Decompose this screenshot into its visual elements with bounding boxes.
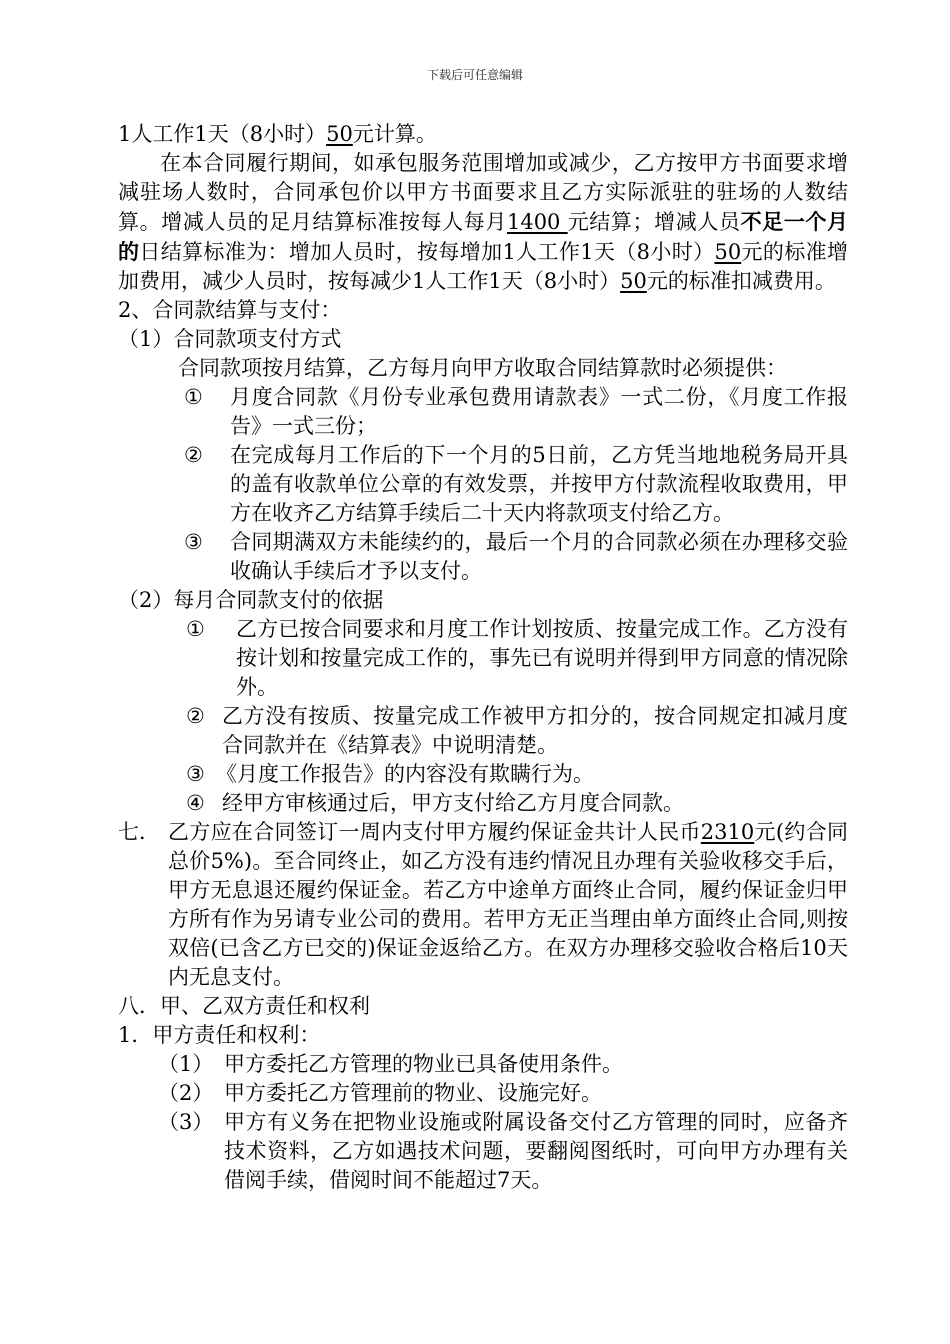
- list-item-text: 甲方委托乙方管理前的物业、设施完好。: [224, 1081, 602, 1105]
- section-number: 七．: [118, 820, 160, 844]
- section-2-title: 2、合同款结算与支付：: [118, 298, 342, 322]
- text-segment: 元计算。: [352, 122, 437, 146]
- document-body: [118, 120, 848, 1195]
- list-item: [186, 615, 848, 702]
- list-marker: （3）: [158, 1110, 214, 1134]
- list-marker: ④: [186, 791, 205, 815]
- list-item-text: 乙方已按合同要求和月度工作计划按质、按量完成工作。乙方没有按计划和按量完成工作的，事先已有说明并得到甲方同意的情况除外。: [236, 617, 848, 699]
- section-8-1-title: 1．甲方责任和权利：: [118, 1023, 321, 1047]
- list-item-text: 在完成每月工作后的下一个月的5日前，乙方凭当地地税务局开具的盖有收款单位公章的有效发票，并按甲方付款流程收取费用，甲方在收齐乙方结算手续后二十天内将款项支付给乙方。: [230, 443, 848, 525]
- text-segment: 元的标准扣减费用。: [646, 269, 836, 293]
- list-marker: ③: [186, 762, 205, 786]
- list-marker: ①: [186, 617, 205, 641]
- list-item-text: 经甲方审核通过后，甲方支付给乙方月度合同款。: [222, 791, 684, 815]
- list-marker: ③: [184, 530, 203, 554]
- text-segment: 元(约合同总价5%)。至合同终止，如乙方没有违约情况且办理有关验收移交手后，甲方无息退还履约保证金。若乙方中途单方面终止合同，履约保证金归甲方所有作为另请专业公司的费用。若甲方无正当理由单方面终止合同,则按双倍(已含乙方已交的)保证金返给乙方。在双方办理移交验收合格后10天内无息支付。: [168, 820, 849, 989]
- underlined-amount: 50: [714, 240, 742, 264]
- list-marker: ②: [184, 443, 203, 467]
- underlined-amount: 50: [620, 269, 647, 293]
- list-item: [186, 789, 848, 818]
- list-item: [184, 441, 848, 528]
- text-segment: 元结算；增减人员: [567, 210, 741, 234]
- section-7: [118, 818, 848, 992]
- section-2-2-title: （2）每月合同款支付的依据: [118, 588, 384, 612]
- list-item: [184, 528, 848, 586]
- list-marker: （2）: [158, 1081, 214, 1105]
- paragraph-daily-rate: [118, 120, 848, 149]
- section-8-title: 八．甲、乙双方责任和权利: [118, 994, 370, 1018]
- text-segment: 日结算标准为：增加人员时，按每增加1人工作1天（8小时）: [139, 240, 715, 264]
- text-segment: 在本合同履行期间，如承包服务范围增加或减少，乙方按甲方书面要求增减驻场人数时，合同承包价以甲方书面要求且乙方实际派驻的驻场的人数结算。增减人员的足月结算标准按每人每月: [118, 151, 848, 234]
- underlined-amount: 2310: [700, 820, 755, 844]
- section-2-1-intro: 合同款项按月结算，乙方每月向甲方收取合同结算款时必须提供：: [178, 356, 787, 380]
- list-item-text: 甲方委托乙方管理的物业已具备使用条件。: [224, 1052, 623, 1076]
- list-item: [158, 1079, 848, 1108]
- list-item-text: 合同期满双方未能续约的，最后一个月的合同款必须在办理移交验收确认手续后才予以支付。: [230, 530, 848, 583]
- section-7-text: [168, 818, 848, 992]
- page-header: 下载后可任意编辑: [426, 68, 523, 82]
- list-marker: ②: [186, 704, 205, 728]
- list-item: [158, 1108, 848, 1195]
- section-2-1-title: （1）合同款项支付方式: [118, 327, 342, 351]
- list-item: [158, 1050, 848, 1079]
- list-item: [184, 383, 848, 441]
- list-item-text: 《月度工作报告》的内容没有欺瞒行为。: [216, 762, 594, 786]
- list-item: [186, 760, 848, 789]
- text-segment: 乙方应在合同签订一周内支付甲方履约保证金共计人民币: [168, 820, 701, 844]
- list-marker: （1）: [158, 1052, 214, 1076]
- underlined-amount: 1400: [506, 210, 568, 234]
- underlined-amount: 50: [326, 122, 353, 146]
- text-segment: 1人工作1天（8小时）: [118, 122, 327, 146]
- list-item: [186, 702, 848, 760]
- text-segment: 元的标准增加费用，减少人员时，按每减少1人工作1天（8小时）: [118, 240, 848, 293]
- list-item-text: 月度合同款《月份专业承包费用请款表》一式二份，《月度工作报告》一式三份；: [230, 385, 848, 438]
- list-item-text: 甲方有义务在把物业设施或附属设备交付乙方管理的同时，应备齐技术资料，乙方如遇技术问题，要翻阅图纸时，可向甲方办理有关借阅手续，借阅时间不能超过7天。: [224, 1110, 848, 1192]
- list-item-text: 乙方没有按质、按量完成工作被甲方扣分的，按合同规定扣减月度合同款并在《结算表》中说明清楚。: [222, 704, 848, 757]
- bold-phrase: 不足一个月的: [118, 209, 849, 264]
- list-marker: ①: [184, 385, 203, 409]
- paragraph-staff-adjustment: [118, 149, 848, 296]
